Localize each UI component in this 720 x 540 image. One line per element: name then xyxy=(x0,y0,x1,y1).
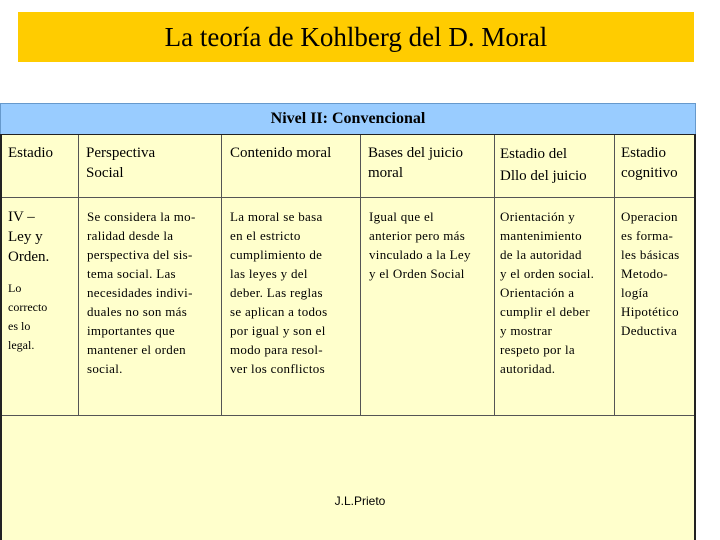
row-bottom-divider xyxy=(2,415,694,416)
author-credit: J.L.Prieto xyxy=(334,494,386,508)
contenido-text: La moral se basa en el estricto cumplimiento de las leyes y del deber. Las reglas se aplican a todos por igual y son el modo para resol- ver los conflictos xyxy=(230,209,328,376)
column-divider xyxy=(78,135,79,415)
header-cognitivo: Estadio cognitivo xyxy=(621,145,678,181)
slide-title: La teoría de Kohlberg del D. Moral xyxy=(18,12,694,62)
bases-text: Igual que el anterior pero más vinculado a la Ley y el Orden Social xyxy=(369,209,471,281)
column-divider xyxy=(614,135,615,415)
perspectiva-text: Se considera la mo- ralidad desde la perspectiva del sis- tema social. Las necesidades indivi- duales no son más importantes que mantener el orden social. xyxy=(87,209,196,376)
stage-table xyxy=(0,134,696,540)
header-divider xyxy=(2,197,694,198)
column-divider xyxy=(494,135,495,415)
header-estadio: Estadio xyxy=(8,145,53,161)
header-perspectiva: Perspectiva Social xyxy=(86,145,156,181)
level-heading: Nivel II: Convencional xyxy=(0,103,696,135)
header-bases: Bases del juicio moral xyxy=(368,145,463,181)
header-contenido: Contenido moral xyxy=(230,145,332,161)
cognitivo-text: Operacion es forma- les básicas Metodo- logía Hipotético Deductiva xyxy=(621,209,680,338)
estadio-name: IV – Ley y Orden. xyxy=(8,209,50,265)
dllo-text: Orientación y mantenimiento de la autoridad y el orden social. Orientación a cumplir el deber y mostrar respeto por la autoridad. xyxy=(500,209,595,376)
header-dllo: Estadio del Dllo del juicio xyxy=(500,146,587,184)
estadio-description: Lo correcto es lo legal. xyxy=(8,281,48,352)
column-divider xyxy=(221,135,222,415)
column-divider xyxy=(360,135,361,415)
